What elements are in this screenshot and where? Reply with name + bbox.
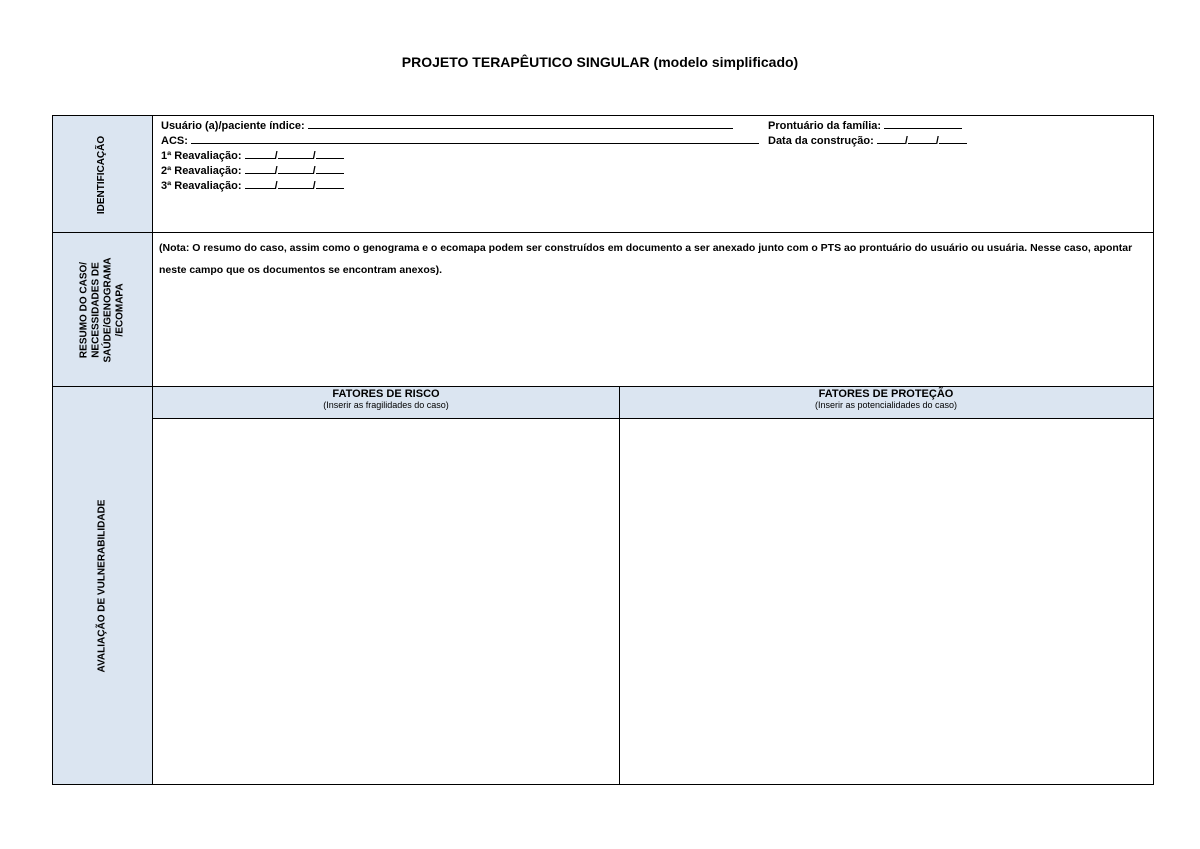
- acs-field[interactable]: [191, 133, 759, 144]
- resumo-label-line: /ECOMAPA: [114, 283, 126, 337]
- reavaliacao-1-label: 1ª Reavaliação:: [161, 150, 242, 162]
- pts-form: [52, 115, 1154, 785]
- date-separator: /: [312, 180, 316, 192]
- prontuario-label: Prontuário da família:: [768, 120, 882, 132]
- reavaliacao-1-month[interactable]: [278, 148, 313, 159]
- fatores-protecao-subtitle: (Inserir as potencialidades do caso): [814, 400, 958, 410]
- fatores-risco-title: FATORES DE RISCO: [332, 388, 440, 400]
- data-construcao-row: [768, 133, 967, 148]
- fatores-protecao-title: FATORES DE PROTEÇÃO: [818, 388, 954, 400]
- fatores-protecao-header: [619, 387, 1153, 419]
- date-separator: /: [312, 165, 316, 177]
- resumo-label-line: NECESSIDADES DE: [90, 262, 102, 358]
- data-construcao-month[interactable]: [908, 133, 936, 144]
- acs-row: [161, 133, 759, 148]
- reavaliacao-3-day[interactable]: [245, 178, 275, 189]
- identification-left: [161, 118, 759, 193]
- reavaliacao-2-day[interactable]: [245, 163, 275, 174]
- reavaliacao-2-row: [161, 163, 759, 178]
- reavaliacao-3-year[interactable]: [316, 178, 344, 189]
- date-separator: /: [274, 165, 278, 177]
- reavaliacao-1-year[interactable]: [316, 148, 344, 159]
- document-title: PROJETO TERAPÊUTICO SINGULAR (modelo simplificado): [401, 54, 799, 70]
- date-separator: /: [904, 135, 908, 147]
- fatores-risco-area[interactable]: [155, 420, 617, 784]
- usuario-label: Usuário (a)/paciente índice:: [161, 120, 305, 132]
- reavaliacao-1-row: [161, 148, 759, 163]
- usuario-field[interactable]: [308, 118, 733, 129]
- reavaliacao-3-month[interactable]: [278, 178, 313, 189]
- prontuario-field[interactable]: [884, 118, 962, 129]
- fatores-risco-subtitle: (Inserir as fragilidades do caso): [323, 400, 449, 410]
- identification-right: [768, 118, 967, 148]
- avaliacao-label: AVALIAÇÃO DE VULNERABILIDADE: [96, 499, 108, 672]
- date-separator: /: [312, 150, 316, 162]
- section-label-avaliacao: [53, 387, 153, 784]
- date-separator: /: [274, 150, 278, 162]
- resumo-label-line: SAÚDE/GENOGRAMA: [102, 257, 114, 363]
- reavaliacao-1-day[interactable]: [245, 148, 275, 159]
- date-separator: /: [274, 180, 278, 192]
- reavaliacao-2-label: 2ª Reavaliação:: [161, 165, 242, 177]
- divider: [53, 232, 1153, 233]
- data-construcao-year[interactable]: [939, 133, 967, 144]
- prontuario-row: [768, 118, 967, 133]
- usuario-row: [161, 118, 759, 133]
- resumo-note[interactable]: (Nota: O resumo do caso, assim como o genograma e o ecomapa podem ser construídos em documento a ser anexado junto com o PTS ao prontuário do usuário ou usuária. Nesse caso, apontar neste campo que os documentos se encontram anexos).: [159, 242, 1133, 276]
- section-label-resumo: [53, 233, 153, 387]
- acs-label: ACS:: [161, 135, 188, 147]
- data-construcao-day[interactable]: [877, 133, 905, 144]
- data-construcao-label: Data da construção:: [768, 135, 874, 147]
- identificacao-label: IDENTIFICAÇÃO: [96, 135, 108, 214]
- fatores-risco-header: [153, 387, 619, 419]
- reavaliacao-2-year[interactable]: [316, 163, 344, 174]
- section-label-identificacao: [53, 116, 153, 233]
- fatores-protecao-area[interactable]: [621, 420, 1153, 784]
- date-separator: /: [935, 135, 939, 147]
- reavaliacao-2-month[interactable]: [278, 163, 313, 174]
- reavaliacao-3-label: 3ª Reavaliação:: [161, 180, 242, 192]
- resumo-label-line: RESUMO DO CASO/: [78, 261, 90, 359]
- column-divider: [619, 387, 620, 784]
- reavaliacao-3-row: [161, 178, 759, 193]
- resumo-label: [79, 257, 127, 362]
